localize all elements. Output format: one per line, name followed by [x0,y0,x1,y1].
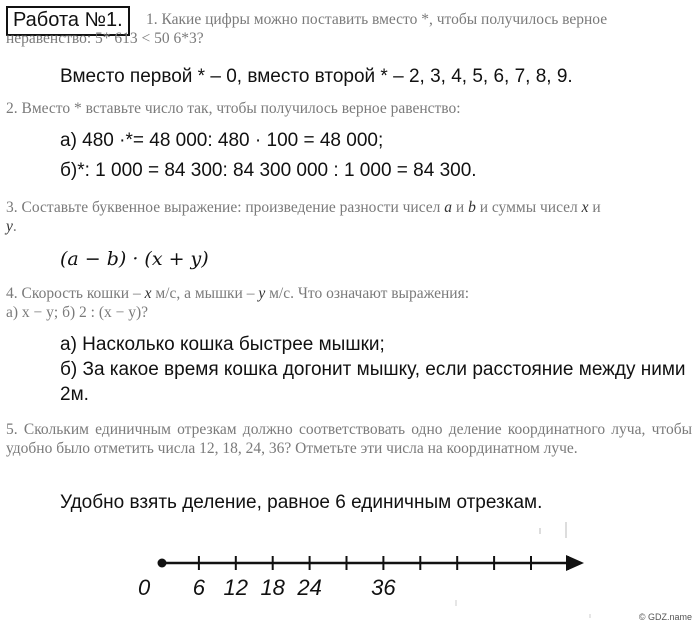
var-x: x [581,199,589,216]
question-4-line-2: а) x − y; б) 2 : (x − y)? [6,304,149,321]
question-3-mid: и суммы чисел [475,199,582,216]
answer-2a: а) 480 ·*= 48 000: 480 · 100 = 48 000; [60,130,384,151]
var-y: y [258,285,266,302]
ray-origin-label: 0 [138,575,151,600]
question-3 [6,198,692,236]
answer-5: Удобно взять деление, равное 6 единичным отрезкам. [60,492,543,513]
question-3-end: . [12,218,17,235]
answer-4a: а) Насколько кошка быстрее мышки; [60,334,385,355]
question-1-line-2: неравенство: 5* 613 < 50 6*3? [6,30,204,47]
var-b: b [468,199,476,216]
ray-tick-label: 18 [260,575,285,600]
ray-tick-label: 6 [192,575,206,600]
question-4-mid-2: м/с. Что означают выражения: [265,285,470,302]
ray-tick-label: 12 [223,575,249,600]
copyright: © GDZ.name [638,612,692,622]
question-3-and: и [452,199,469,216]
answer-4b-line-1: б) За какое время кошка догонит мышку, если расстояние между ними [60,359,686,380]
var-y: y [6,218,13,235]
ray-labels [0,575,700,605]
answer-3: (a − b) · (x + y) [60,248,209,270]
question-3-text: 3. Составьте буквенное выражение: произведение разности чисел [6,199,445,216]
question-4 [6,284,469,322]
question-4-mid-1: м/с, а мышки – [151,285,259,302]
question-1-line-1: 1. Какие цифры можно поставить вместо *, чтобы получилось верное [146,11,608,28]
question-2: 2. Вместо * вставьте число так, чтобы получилось верное равенство: [6,100,461,117]
var-a: a [444,199,453,216]
var-x: x [144,285,152,302]
answer-1: Вместо первой * – 0, вместо второй * – 2, 3, 4, 5, 6, 7, 8, 9. [60,66,573,87]
ray-tick-label: 36 [371,575,396,600]
answer-4b-line-2: 2м. [60,384,89,405]
ray-origin-point [158,559,167,568]
question-5: 5. Скольким единичным отрезкам должно соответствовать одно деление координатного луча, чтобы удобно было отметить числа 12, 18, 24, 36? Отметьте эти числа на координатном луче. [6,421,692,457]
coordinate-ray [0,520,700,620]
ray-tick-label: 24 [297,575,322,600]
question-4-text: 4. Скорость кошки – [6,285,145,302]
question-3-and-2: и [588,199,601,216]
answer-2b: б)*: 1 000 = 84 300: 84 300 000 : 1 000 = 84 300. [60,160,477,181]
work-title: Работа №1. [6,6,130,36]
